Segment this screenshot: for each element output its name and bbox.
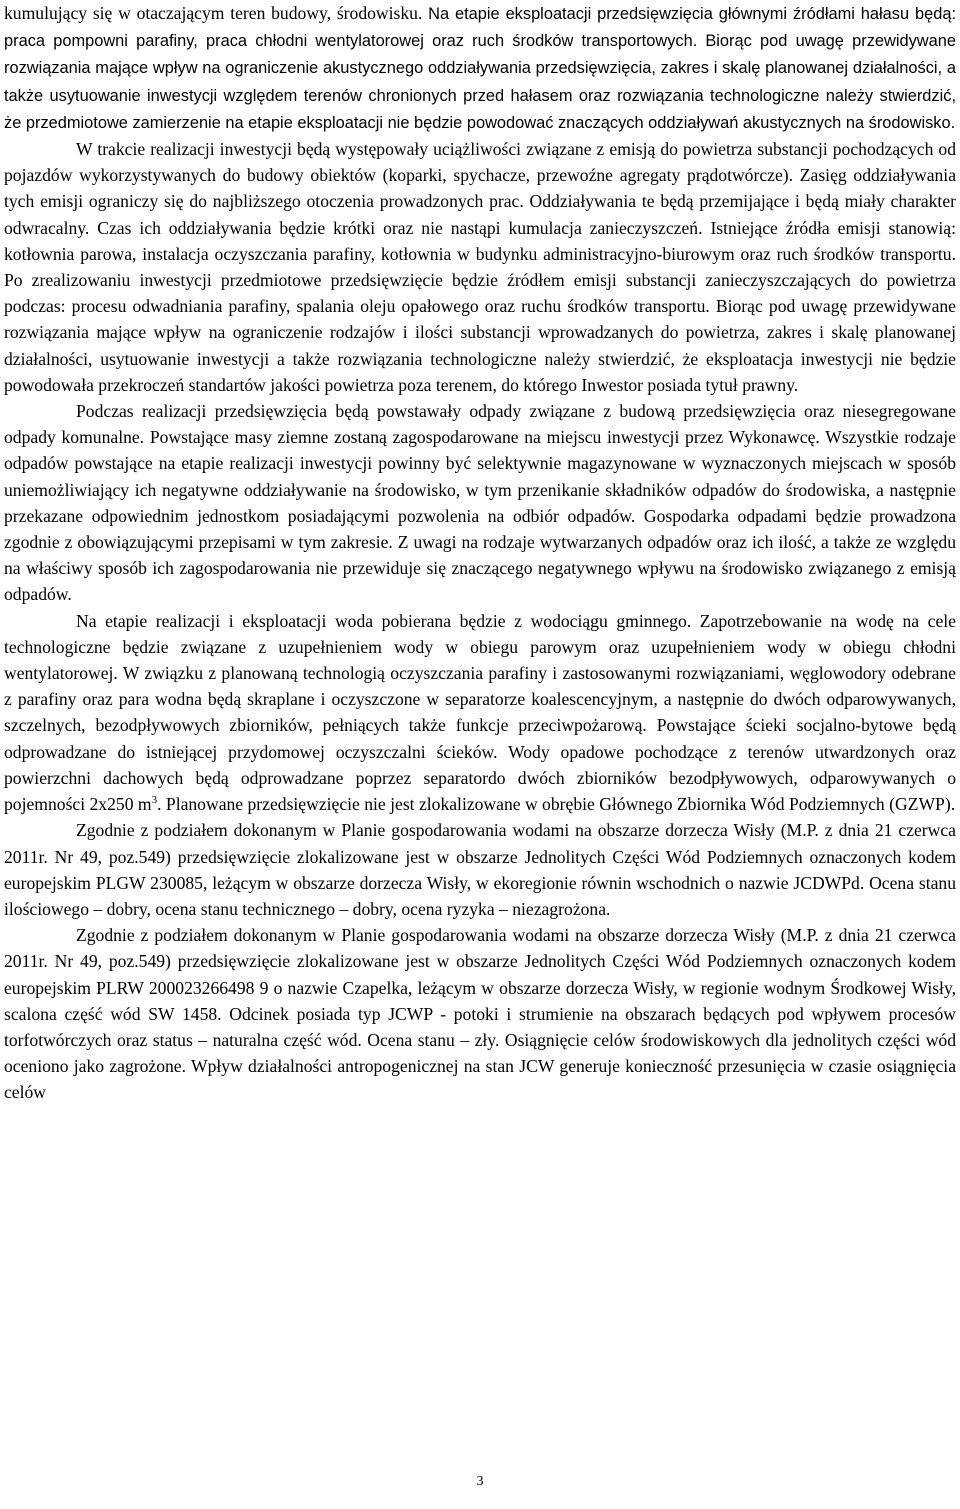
paragraph-noise xyxy=(4,0,956,136)
sentence: Ocena stanu ilościowego – dobry, ocena stanu technicznego – dobry, ocena ryzyka – niezagrożona. xyxy=(4,872,957,919)
page-number: 3 xyxy=(476,1474,484,1489)
sentence-text: Wody opadowe pochodzące z terenów utwardzonych oraz powierzchni dachowych będą odprowadzane poprzez separatordo dwóch zbiorników bezodpływowych, odparowywanych o pojemności 2x250 m xyxy=(4,741,956,815)
sentence: Odcinek posiada typ JCWP - potoki i strumienie na obszarach będących pod wpływem procesów torfotwórczych oraz status – naturalna część wód. xyxy=(4,1003,956,1050)
sentence: Na etapie realizacji i eksploatacji woda pobierana będzie z wodociągu gminnego. xyxy=(76,610,692,631)
sentence: W trakcie realizacji inwestycji będą występowały uciążliwości związane z emisją do powietrza substancji pochodzących od pojazdów wykorzystywanych do budowy obiektów (koparki, spychacze, przewoźne agregaty prądotwórcze). xyxy=(4,139,956,186)
sentence: Biorąc pod uwagę przewidywane rozwiązania mające wpływ na ograniczenie rodzajów i ilości substancji wprowadzanych do powietrza, zakres i skalę planowanej działalności, usytuowanie inwestycji a także rozwiązania technologiczne należy stwierdzić, że eksploatacja inwestycji nie będzie powodowała przekroczeń standartów jakości powietrza poza terenem, do którego Inwestor posiada tytuł prawny. xyxy=(4,296,956,395)
sentence: Z uwagi na rodzaje wytwarzanych odpadów oraz ich ilość, a także ze względu na właściwy sposób ich zagospodarowania nie przewiduje się znaczącego negatywnego wpływu na środowisko związanego z emisją odpadów. xyxy=(4,532,956,605)
sentence: Istniejące źródła emisji stanowią: kotłownia parowa, instalacja oczyszczania parafiny, kotłownia w budynku administracyjno-biurowym oraz ruch środków transportu. xyxy=(4,217,957,264)
paragraph-air-emissions xyxy=(4,136,956,398)
sentence: Ocena stanu – zły. xyxy=(367,1029,500,1050)
sentence: Zasięg oddziaływania tych emisji ograniczy się do najbliższego otoczenia prowadzonych prac. xyxy=(4,165,957,212)
sentence: Powstające ścieki socjalno-bytowe będą odprowadzane do istniejącej przydomowej oczyszczalni ścieków. xyxy=(4,715,956,762)
superscript: 3 xyxy=(151,794,158,807)
sentence-end: . xyxy=(157,794,162,815)
sentence: Biorąc pod uwagę przewidywane rozwiązania mające wpływ na ograniczenie akustycznego oddziaływania przedsięwzięcia, zakres i skalę planowanej działalności, a także usytuowanie inwestycji względem terenów chronionych przed hałasem oraz rozwiązania technologiczne należy stwierdzić, że przedmiotowe zamierzenie na etapie eksploatacji nie będzie powodować znaczących oddziaływań akustycznych na środowisko. xyxy=(4,32,956,132)
sentence: Czas ich oddziaływania będzie krótki oraz nie nastąpi kumulacja zanieczyszczeń. xyxy=(97,217,703,238)
sentence: Po zrealizowaniu inwestycji przedmiotowe przedsięwzięcie będzie źródłem emisji substancji zanieczyszczających do powietrza podczas: procesu odwadniania parafiny, spalania oleju opałowego oraz ruchu środków transportu. xyxy=(4,270,956,317)
sentence: Na etapie eksploatacji przedsięwzięcia głównymi źródłami hałasu będą: praca pompowni parafiny, praca chłodni wentylatorowej oraz ruch środków transportowych. xyxy=(4,5,957,51)
sentence: Zapotrzebowanie na wodę na cele technologiczne będzie związane z uzupełnieniem wody w obiegu parowym oraz uzupełnieniem wody w obiegu chłodni wentylatorowej. xyxy=(4,610,956,684)
paragraph-waste xyxy=(4,398,956,608)
sentence: Wszystkie rodzaje odpadów powstające na etapie realizacji inwestycji powinny być selektywnie magazynowane w wyznaczonych miejscach w sposób uniemożliwiający ich negatywne oddziaływanie na środowisko, w tym przenikanie składników odpadów do środowiska, a następnie przekazane odpowiednim jednostkom posiadającymi pozwolenia na odbiór odpadów. xyxy=(4,427,956,526)
sentence: Zgodnie z podziałem dokonanym w Planie gospodarowania wodami na obszarze dorzecza Wisły (M.P. z dnia 21 czerwca 2011r. Nr 49, poz.549) przedsięwzięcie zlokalizowane jest w obszarze Jednolitych Części Wód Podziemnych oznaczonych kodem europejskim PLGW 230085, leżącym w obszarze dorzecza Wisły, w ekoregionie równin wschodnich o nazwie JCDWPd. xyxy=(4,820,956,893)
sentence: Zgodnie z podziałem dokonanym w Planie gospodarowania wodami na obszarze dorzecza Wisły (M.P. z dnia 21 czerwca 2011r. Nr 49, poz.549) przedsięwzięcie zlokalizowane jest w obszarze Jednolitych Części Wód Podziemnych oznaczonych kodem europejskim PLRW 200023266498 9 o nazwie Czapelka, leżącym w obszarze dorzecza Wisły, w regionie wodnym Środkowej Wisły, scalona część wód SW 1458. xyxy=(4,925,956,1024)
paragraph-groundwater xyxy=(4,817,956,922)
sentence: Osiągnięcie celów środowiskowych dla jednolitych części wód oceniono jako zagrożone. xyxy=(4,1029,956,1077)
paragraph-water xyxy=(4,608,956,818)
sentence: kumulujący się w otaczającym teren budowy, środowisku. xyxy=(4,3,423,23)
sentence: Oddziaływania te będą przemijające i będą miały charakter odwracalny. xyxy=(4,191,956,238)
sentence: Wpływ działalności antropogenicznej na stan JCW generuje konieczność przesunięcia w czasie osiągnięcia celów xyxy=(4,1056,956,1103)
paragraph-surface-water xyxy=(4,922,956,1105)
sentence: Powstające masy ziemne zostaną zagospodarowane na miejscu inwestycji przez Wykonawcę. xyxy=(149,427,820,448)
sentence: Planowane przedsięwzięcie nie jest zlokalizowane w obrębie Głównego Zbiornika Wód Podziemnych (GZWP). xyxy=(165,794,956,815)
sentence: Gospodarka odpadami będzie prowadzona zgodnie z obowiązującymi przepisami w tym zakresie. xyxy=(4,505,957,553)
sentence: W związku z planowaną technologią oczyszczania parafiny i zastosowanymi rozwiązaniami, węglowodory odebrane z parafiny oraz para wodna będą skraplane i oczyszczone w separatorze koalescencyjnym, a następnie do dwóch odparowywanych, szczelnych, bezodpływowych zbiorników, pełniących także funkcje przeciwpożarową. xyxy=(4,663,956,736)
document-page xyxy=(4,0,956,1106)
sentence: Podczas realizacji przedsięwzięcia będą powstawały odpady związane z budową przedsięwzięcia oraz niesegregowane odpady komunalne. xyxy=(4,401,956,448)
